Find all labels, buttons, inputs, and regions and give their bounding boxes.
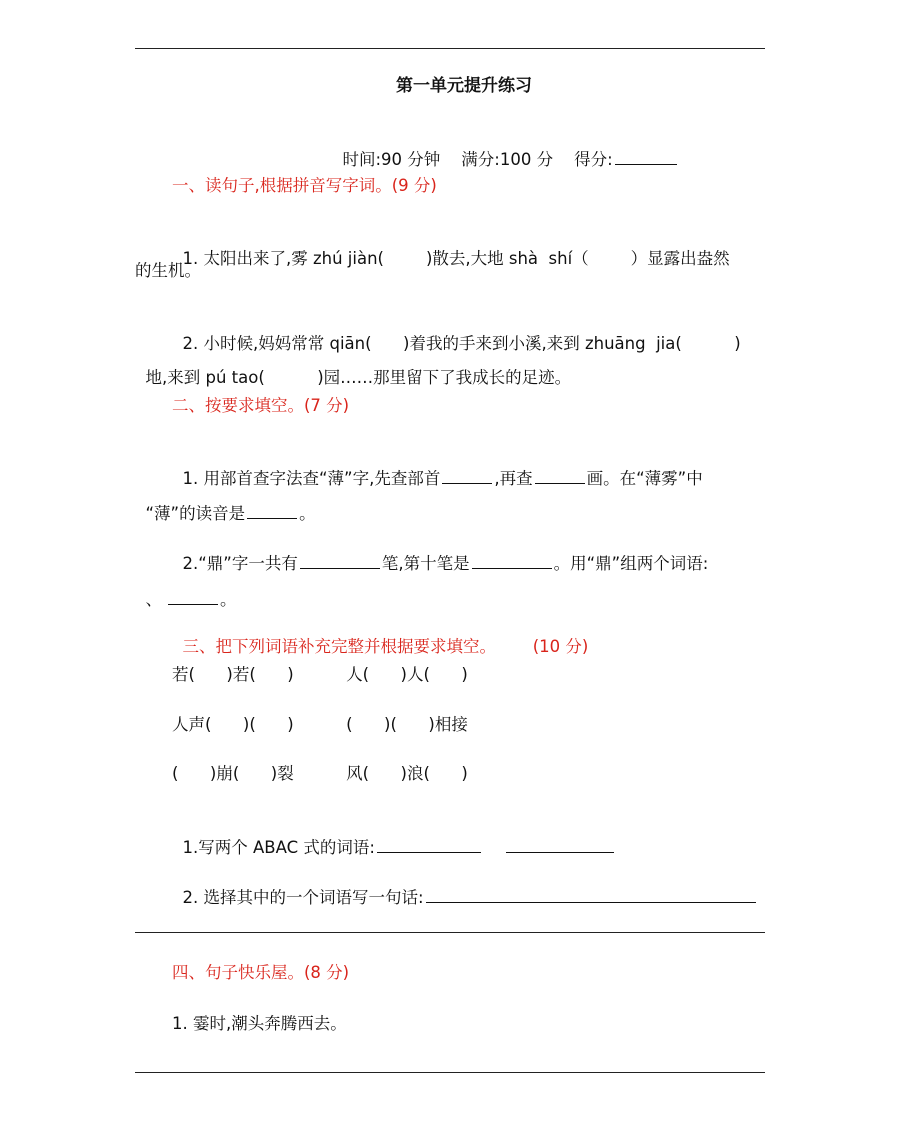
section2-heading: 二、按要求填空。(7 分)	[172, 396, 350, 415]
s2-q1-text-e: 。	[299, 504, 316, 523]
mid-rule	[135, 932, 765, 933]
s3-q1-text: 1.写两个 ABAC 式的词语:	[182, 838, 375, 857]
s2-q1-text-b: ,再查	[494, 469, 533, 488]
s2-q1-text-c: 画。在“薄雾”中	[586, 469, 703, 488]
s4-q1: 1. 霎时,潮头奔腾西去。	[172, 1014, 347, 1033]
section3-heading	[172, 614, 588, 658]
s1-q1-text-b: )散去,大地 shà shí（	[425, 249, 589, 268]
bottom-rule	[135, 1072, 765, 1073]
s1-q2-text-c: )	[734, 334, 741, 353]
answer-blank[interactable]	[535, 467, 585, 484]
s1-q1-line1	[172, 226, 730, 270]
answer-blank[interactable]	[300, 552, 380, 569]
exam-meta	[332, 126, 679, 171]
s2-q1-text-d: “薄”的读音是	[145, 504, 246, 523]
s2-q2-text-a: 2.“鼎”字一共有	[182, 554, 298, 573]
answer-blank[interactable]	[472, 552, 552, 569]
s2-q2-text-b: 笔,第十笔是	[381, 554, 470, 573]
s3-q2	[172, 864, 758, 909]
time-limit: 时间:90 分钟	[342, 150, 441, 169]
answer-slot[interactable]	[384, 249, 426, 268]
s3-row3: ( )崩( )裂 风( )浪( )	[172, 764, 468, 783]
top-rule	[135, 48, 765, 49]
answer-slot[interactable]	[265, 368, 317, 387]
s3-q2-text: 2. 选择其中的一个词语写一句话:	[182, 888, 424, 907]
answer-slot[interactable]	[682, 334, 734, 353]
s2-q1-line2	[135, 480, 316, 525]
s1-q2-text-d: 地,来到 pú tao(	[145, 368, 265, 387]
answer-blank[interactable]	[247, 502, 297, 519]
s1-q1-text-a: 1. 太阳出来了,雾 zhú jiàn(	[182, 249, 384, 268]
s2-q2-line1	[172, 530, 708, 575]
page-title: 第一单元提升练习	[396, 76, 532, 96]
s1-q1-line2: 的生机。	[135, 261, 201, 280]
section3-heading-text: 三、把下列词语补充完整并根据要求填空。	[182, 637, 496, 656]
answer-slot[interactable]	[589, 249, 631, 268]
s2-q2-text-c: 。用“鼎”组两个词语:	[553, 554, 709, 573]
answer-blank[interactable]	[506, 836, 614, 853]
score-label: 得分:	[574, 150, 613, 169]
answer-blank[interactable]	[168, 588, 218, 605]
answer-blank[interactable]	[442, 467, 492, 484]
s2-q2-text-e: 。	[220, 590, 237, 609]
section1-heading: 一、读句子,根据拼音写字词。(9 分)	[172, 176, 437, 195]
section4-heading: 四、句子快乐屋。(8 分)	[172, 963, 350, 982]
section3-points: (10 分)	[532, 637, 589, 656]
score-blank[interactable]	[615, 148, 677, 165]
full-score: 满分:100 分	[461, 150, 554, 169]
s3-row1: 若( )若( ) 人( )人( )	[172, 665, 468, 684]
answer-blank[interactable]	[377, 836, 481, 853]
s2-q2-text-d: 、	[145, 590, 162, 609]
answer-blank[interactable]	[426, 886, 756, 903]
s2-q1-text-a: 1. 用部首查字法查“薄”字,先查部首	[182, 469, 441, 488]
s1-q2-text-e: )园……那里留下了我成长的足迹。	[317, 368, 572, 387]
s3-q1	[172, 814, 616, 859]
s1-q2-line2	[135, 345, 571, 389]
s2-q2-line2	[135, 566, 237, 611]
s3-row2: 人声( )( ) ( )( )相接	[172, 715, 468, 734]
s1-q2-text-a: 2. 小时候,妈妈常常 qiān(	[182, 334, 372, 353]
s1-q2-text-b: )着我的手来到小溪,来到 zhuāng jia(	[403, 334, 682, 353]
s1-q1-text-c: ）显露出盎然	[630, 249, 730, 268]
